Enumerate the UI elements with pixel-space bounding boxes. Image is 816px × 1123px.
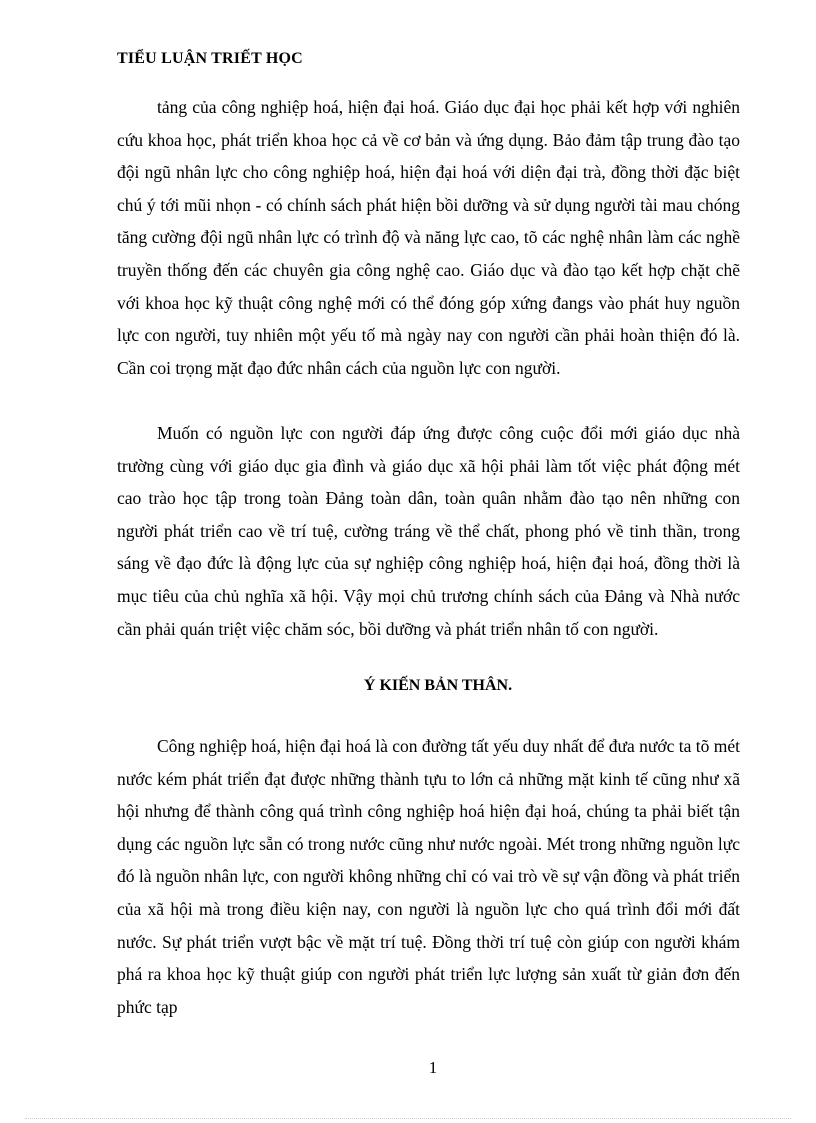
page-number: 1 — [428, 1058, 438, 1077]
paragraph-text: Muốn có nguồn lực con người đáp ứng được công cuộc đổi mới giáo dục nhà trường cùng với giáo dục gia đình và giáo dục xã hội phải làm tốt việc phát động mét cao trào học tập trong toàn Đảng toàn dân, toàn quân nhằm đào tạo nên những con người phát triển cao về trí tuệ, cường tráng về thể chất, phong phó về tinh thần, trong sáng về đạo đức là động lực của sự nghiệp công nghiệp hoá, hiện đại hoá, đồng thời là mục tiêu của chủ nghĩa xã hội. Vậy mọi chủ trương chính sách của Đảng và Nhà nước cần phải quán triệt việc chăm sóc, bồi dưỡng và phát triển nhân tố con người. — [117, 423, 740, 639]
paragraph — [117, 730, 740, 1023]
page-bottom-divider — [25, 1118, 791, 1119]
paragraph-continued — [117, 91, 740, 384]
paragraph-text: tảng của công nghiệp hoá, hiện đại hoá. Giáo dục đại học phải kết hợp với nghiên cứu khoa học, phát triển khoa học cả về cơ bản và ứng dụng. Bảo đảm tập trung đào tạo đội ngũ nhân lực cho công nghiệp hoá, hiện đại hoá với diện đại trà, đồng thời đặc biệt chú ý tới mũi nhọn - có chính sách phát hiện bồi dưỡng và sử dụng người tài mau chóng tăng cường đội ngũ nhân lực có trình độ và năng lực cao, tõ các nghệ nhân làm các nghề truyền thống đến các chuyên gia công nghệ cao. Giáo dục và đào tạo kết hợp chặt chẽ với khoa học kỹ thuật công nghệ mới có thể đóng góp xứng đangs vào phát huy nguồn lực con người, tuy nhiên một yếu tố mà ngày nay con người cần phải hoàn thiện đó là. Cần coi trọng mặt đạo đức nhân cách của nguồn lực con người. — [117, 97, 740, 378]
running-header: TIỂU LUẬN TRIẾT HỌC — [117, 50, 303, 67]
section-heading: Ý KIẾN BẢN THÂN. — [363, 677, 513, 694]
paragraph-text: Công nghiệp hoá, hiện đại hoá là con đường tất yếu duy nhất để đưa nước ta tõ mét nước kém phát triển đạt được những thành tựu to lớn cả những mặt kinh tế cũng như xã hội nhưng để thành công quá trình công nghiệp hoá hiện đại hoá, chúng ta phải biết tận dụng các nguồn lực sẵn có trong nước cũng như nước ngoài. Mét trong những nguồn lực đó là nguồn nhân lực, con người không những chỉ có vai trò về sự vận đồng và phát triển của xã hội mà trong điều kiện nay, con người là nguồn lực cho quá trình đổi mới đất nước. Sự phát triển vượt bậc về mặt trí tuệ. Đồng thời trí tuệ còn giúp con người khám phá ra khoa học kỹ thuật giúp con người phát triển lực lượng sản xuất từ giản đơn đến phức tạp — [117, 736, 741, 1017]
paragraph — [117, 417, 740, 645]
